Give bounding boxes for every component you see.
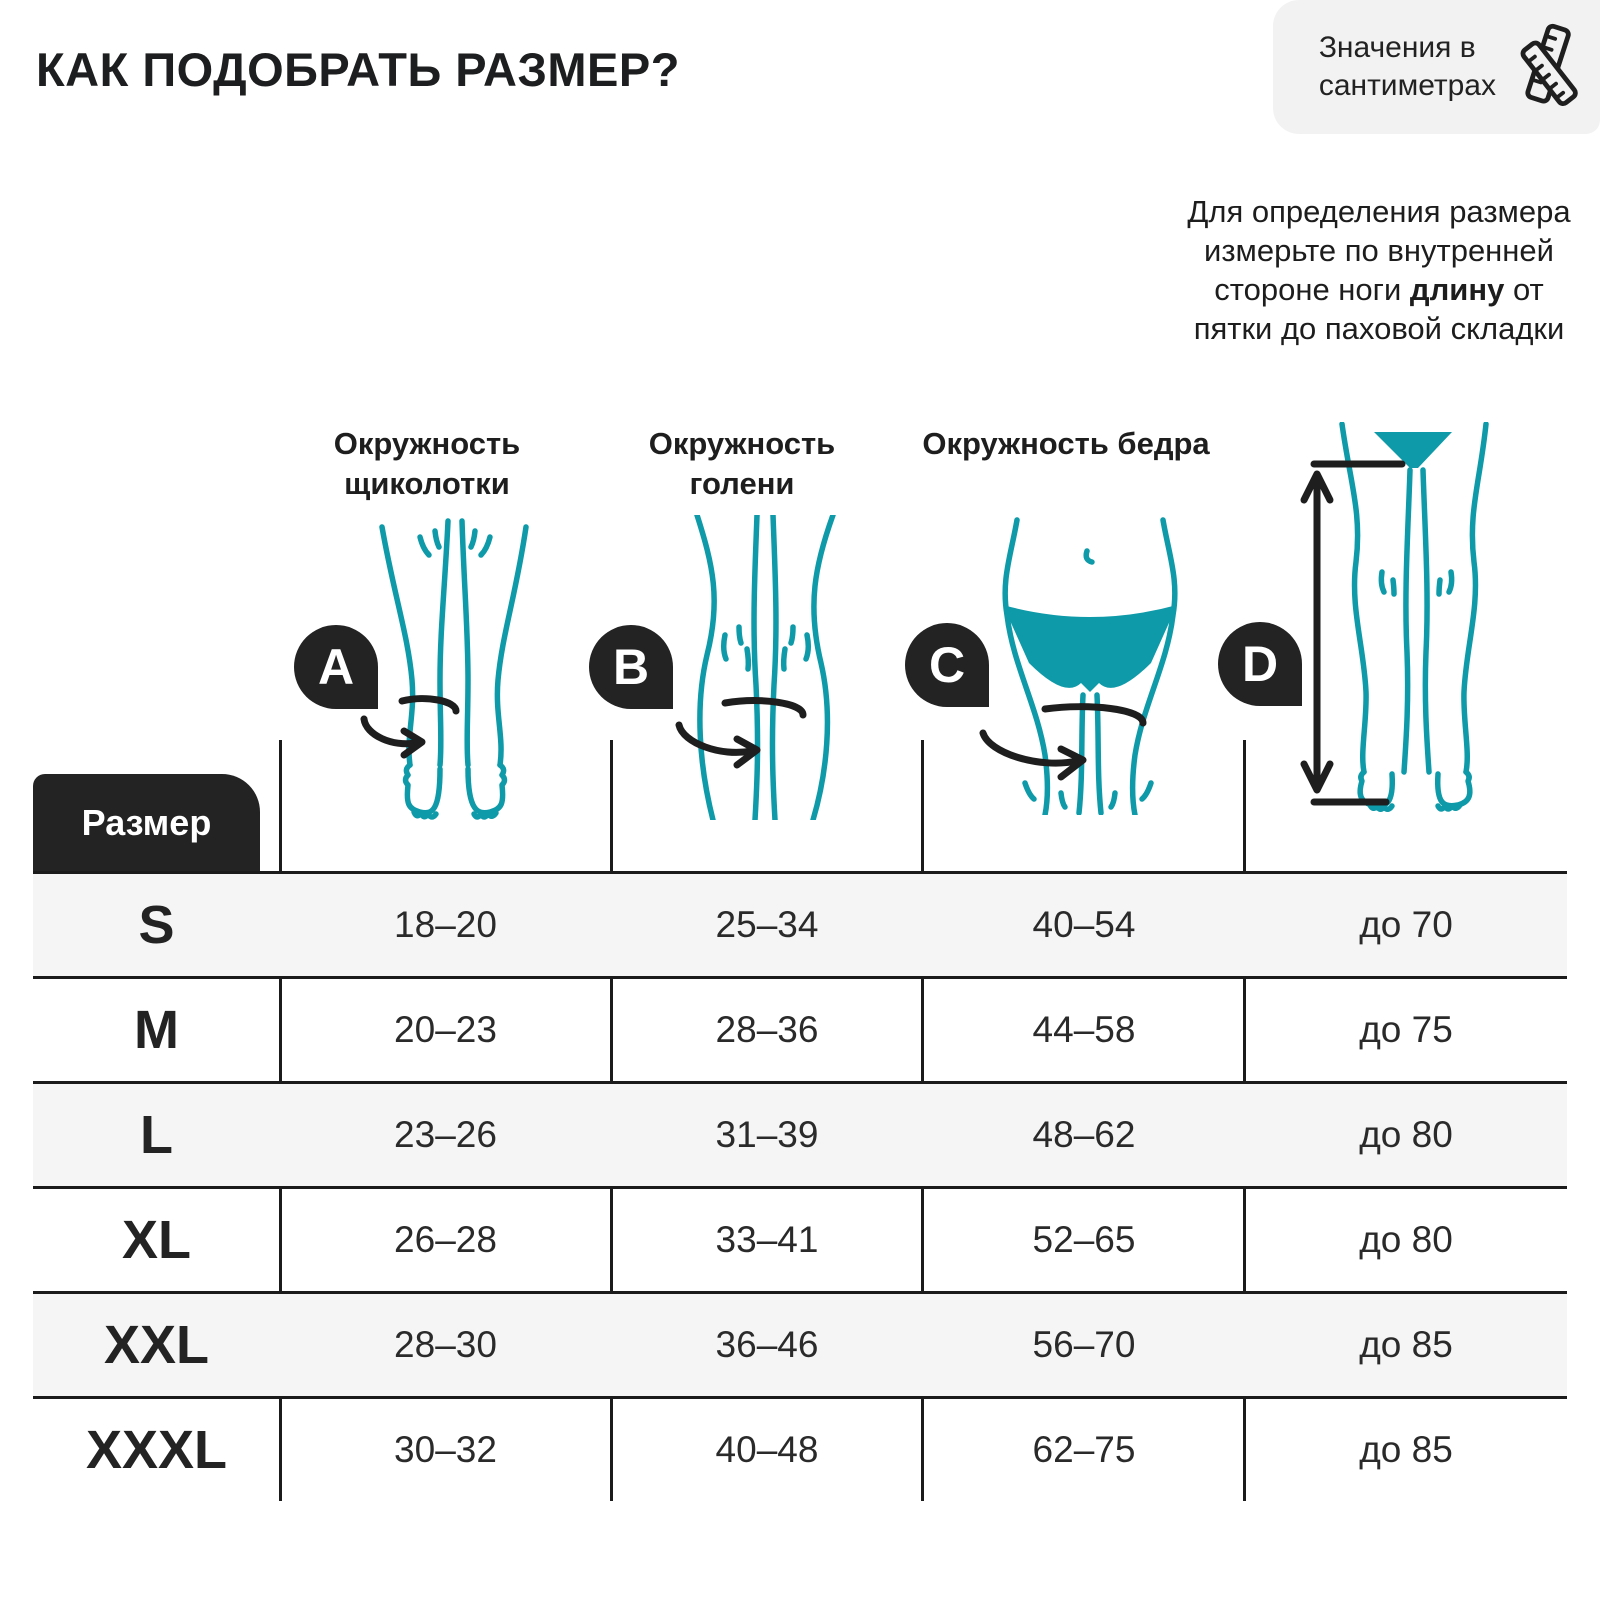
note-text: Для определения размера измерьте по внутренней стороне ноги xyxy=(1187,194,1571,307)
size-label: L xyxy=(140,1105,173,1165)
length-value: до 80 xyxy=(1359,1219,1453,1260)
hip-value: 62–75 xyxy=(1032,1429,1136,1470)
calf-value: 33–41 xyxy=(715,1219,819,1260)
column-header-hip: Окружность бедра xyxy=(922,426,1210,461)
column-header-calf: Окружность голени xyxy=(648,426,836,501)
measurement-note xyxy=(1176,192,1582,348)
units-badge xyxy=(1273,0,1600,134)
table-row xyxy=(33,871,1567,976)
units-badge-text: Значения в сантиметрах xyxy=(1318,31,1496,102)
calf-value: 25–34 xyxy=(715,904,819,945)
size-label: XXL xyxy=(103,1315,210,1375)
length-value: до 70 xyxy=(1359,904,1453,945)
table-row xyxy=(33,1291,1567,1396)
hip-value: 52–65 xyxy=(1032,1219,1136,1260)
hip-value: 48–62 xyxy=(1032,1114,1136,1155)
badge-c: C xyxy=(905,623,989,707)
calf-value: 31–39 xyxy=(715,1114,819,1155)
length-value: до 80 xyxy=(1359,1114,1453,1155)
page-title: КАК ПОДОБРАТЬ РАЗМЕР? xyxy=(36,43,680,96)
badge-d: D xyxy=(1218,622,1302,706)
badge-a: A xyxy=(294,625,378,709)
ankle-legs-illustration xyxy=(350,515,560,820)
crossed-rulers-icon xyxy=(1506,19,1592,115)
length-value: до 75 xyxy=(1359,1009,1453,1050)
table-row xyxy=(33,1081,1567,1186)
size-table xyxy=(33,871,1567,1501)
size-label: XL xyxy=(121,1210,191,1270)
calf-value: 28–36 xyxy=(715,1009,819,1050)
ankle-value: 20–23 xyxy=(394,1009,497,1050)
hips-illustration xyxy=(965,515,1185,815)
size-label: M xyxy=(134,1000,179,1060)
calf-value: 40–48 xyxy=(715,1429,819,1470)
calf-legs-illustration xyxy=(655,515,855,820)
table-row xyxy=(33,976,1567,1081)
length-value: до 85 xyxy=(1359,1429,1453,1470)
calf-value: 36–46 xyxy=(715,1324,819,1365)
hip-value: 56–70 xyxy=(1032,1324,1136,1365)
size-label: XXXL xyxy=(85,1420,228,1480)
length-value: до 85 xyxy=(1359,1324,1453,1365)
size-label: S xyxy=(138,895,175,955)
hip-value: 44–58 xyxy=(1032,1009,1136,1050)
note-bold-word: длину xyxy=(1409,272,1505,307)
ankle-value: 28–30 xyxy=(394,1324,497,1365)
ankle-value: 30–32 xyxy=(394,1429,497,1470)
note-text-after: от пятки до паховой складки xyxy=(1193,272,1565,346)
column-header-ankle: Окружность щиколотки xyxy=(333,426,521,501)
table-row xyxy=(33,1186,1567,1291)
table-row xyxy=(33,1396,1567,1501)
length-measure-arrow-icon xyxy=(1304,464,1402,802)
ankle-value: 18–20 xyxy=(394,904,497,945)
badge-b: B xyxy=(589,625,673,709)
leg-length-illustration xyxy=(1290,422,1520,817)
hip-value: 40–54 xyxy=(1032,904,1136,945)
size-corner-tab: Размер xyxy=(33,774,260,871)
ankle-value: 23–26 xyxy=(394,1114,497,1155)
ankle-value: 26–28 xyxy=(394,1219,497,1260)
rotation-arrow-icon xyxy=(983,707,1143,777)
